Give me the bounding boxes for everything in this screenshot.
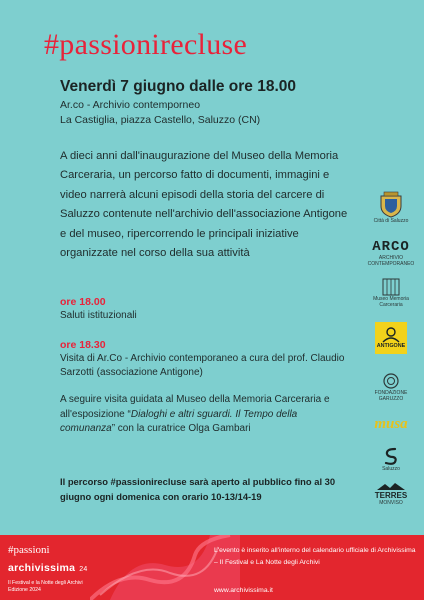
headline: #passionirecluse <box>44 28 248 61</box>
venue-line-1: Ar.co - Archivio contemporneo <box>60 99 201 111</box>
footer-banner <box>0 535 424 600</box>
event-date: Venerdì 7 giugno dalle ore 18.00 <box>60 78 297 95</box>
terres-monviso-logo <box>364 482 418 506</box>
terres-title: TERRES <box>374 491 408 500</box>
city-crest-icon <box>376 190 406 218</box>
musa-logo <box>364 415 418 433</box>
footer-brand-number: 24 <box>79 566 88 573</box>
guided-visit-paragraph <box>60 393 350 437</box>
saluzzo-logo-icon <box>382 446 400 466</box>
musa-logo-icon: musa <box>374 416 408 432</box>
saluzzo-logo <box>364 446 418 472</box>
closing-note: Il percorso #passionirecluse sarà aperto al pubblico fino al 30 giugno ogni domenica con orario 10-13/14-19 <box>60 476 336 502</box>
footer-sub-line-1: Il Festival e la Notte degli Archivi <box>8 580 83 586</box>
schedule-text-1: Saluti istituzionali <box>60 310 137 321</box>
intro-paragraph: A dieci anni dall'inaugurazione del Museo della Memoria Carceraria, un percorso fatto di documenti, immagini e video narrerà alcuni episodi della storia del carcere di Saluzzo contenute nell'archivio dell'associazione Antigone e del museo, ripercorrendo le principali iniziative organizzate nel corso della sua attività <box>60 150 348 260</box>
guided-visit-before: A seguire visita guidata al Museo della Memoria Carceraria e all'esposizione “ <box>60 394 330 420</box>
schedule-item-1 <box>60 295 350 323</box>
garuzzo-caption: FONDAZIONE GARUZZO <box>374 390 408 402</box>
terres-caption: MONVISO <box>379 500 403 506</box>
antigone-logo-icon <box>375 322 407 354</box>
schedule-time-1: ore 18.00 <box>60 296 106 308</box>
city-crest-logo <box>364 190 418 224</box>
footer-hashtag: #passioni <box>8 544 50 556</box>
arco-caption: ARCHIVIO CONTEMPORANEO <box>367 255 415 267</box>
fondazione-garuzzo-icon <box>380 372 402 390</box>
fondazione-garuzzo-logo <box>364 372 418 402</box>
arco-logo <box>364 240 418 267</box>
footer-brand <box>8 562 88 574</box>
venue-line-2: La Castiglia, piazza Castello, Saluzzo (CN) <box>60 114 261 126</box>
antigone-logo <box>364 322 418 354</box>
antigone-caption: ANTIGONE <box>376 343 406 349</box>
footer-brand-name: archivissima <box>8 562 76 574</box>
antigone-figure-icon <box>380 327 402 343</box>
schedule-text-2: Visita di Ar.Co - Archivio contemporaneo a cura del prof. Claudio Sarzotti (associazione Antigone) <box>60 353 345 378</box>
terres-monviso-icon <box>376 482 406 491</box>
footer-note: L'evento è inserito all'interno del calendario ufficiale di Archivissima – Il Festival e La Notte degli Archivi <box>214 547 416 566</box>
city-crest-caption: Città di Saluzzo <box>373 218 409 224</box>
guided-visit-after: ” con la curatrice Olga Gambari <box>111 423 251 434</box>
museum-caption: Museo Memoria Carceraria <box>373 296 409 308</box>
footer-url: www.archivissima.it <box>214 587 273 594</box>
saluzzo-caption: Saluzzo <box>382 466 400 472</box>
museum-logo <box>364 278 418 308</box>
event-venue <box>60 98 260 128</box>
footer-subtitle <box>8 580 83 594</box>
schedule-time-2: ore 18.30 <box>60 339 106 351</box>
guided-visit-title: Dialoghi e altri sguardi. Il Tempo della comunanza <box>60 408 298 434</box>
footer-sub-line-2: Edizione 2024 <box>8 586 41 593</box>
schedule-item-2 <box>60 338 350 380</box>
arco-logo-icon: ARCO <box>372 239 410 255</box>
museum-logo-icon <box>380 278 402 296</box>
